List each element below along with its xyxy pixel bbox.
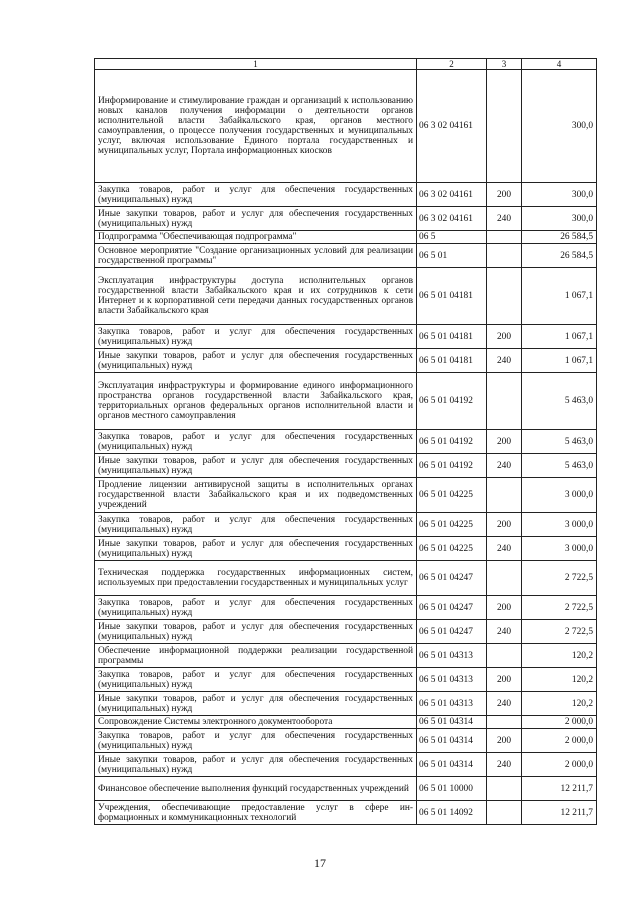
row-amount: 5 463,0 <box>522 454 597 478</box>
table-row <box>95 244 597 268</box>
row-expense-type: 200 <box>487 513 522 537</box>
row-expense-type: 240 <box>487 537 522 561</box>
row-name: Учреждения, обеспечивающие предоставление услуг в сфере информационных и коммуникационных технологий <box>95 801 417 825</box>
row-expense-type: 200 <box>487 668 522 692</box>
header-col-1: 1 <box>95 59 417 70</box>
table-row <box>95 207 597 231</box>
table-row <box>95 373 597 430</box>
table-row <box>95 349 597 373</box>
row-code: 06 3 02 04161 <box>417 70 487 183</box>
row-name: Закупка товаров, работ и услуг для обеспечения государственных (муниципальных) нужд <box>95 430 417 454</box>
row-amount: 300,0 <box>522 70 597 183</box>
row-expense-type: 200 <box>487 325 522 349</box>
table-row <box>95 537 597 561</box>
row-expense-type <box>487 478 522 513</box>
row-name: Иные закупки товаров, работ и услуг для обеспечения государственных (муниципальных) нужд <box>95 537 417 561</box>
row-name: Продление лицензии антивирусной защиты в исполнительных органах государственной власти Забайкальского края и их подведомственных учреждений <box>95 478 417 513</box>
table-row <box>95 620 597 644</box>
row-name: Закупка товаров, работ и услуг для обеспечения государственных (муниципальных) нужд <box>95 513 417 537</box>
row-code: 06 5 01 04247 <box>417 596 487 620</box>
row-expense-type <box>487 373 522 430</box>
row-code: 06 5 01 04225 <box>417 537 487 561</box>
row-code: 06 5 01 04313 <box>417 692 487 716</box>
row-code: 06 5 01 04247 <box>417 561 487 596</box>
row-code: 06 5 01 04313 <box>417 668 487 692</box>
page-number: 17 <box>314 856 326 870</box>
row-name: Иные закупки товаров, работ и услуг для обеспечения государственных (муниципальных) нужд <box>95 454 417 478</box>
table-row <box>95 644 597 668</box>
row-code: 06 5 01 04225 <box>417 478 487 513</box>
row-expense-type: 240 <box>487 207 522 231</box>
row-code: 06 5 01 04181 <box>417 325 487 349</box>
row-name: Закупка товаров, работ и услуг для обеспечения государственных (муниципальных) нужд <box>95 668 417 692</box>
row-code: 06 3 02 04161 <box>417 207 487 231</box>
row-amount: 12 211,7 <box>522 777 597 801</box>
row-name: Техническая поддержка государственных информационных систем, используемых при предоставлении государственных и муниципальных услуг <box>95 561 417 596</box>
table-row <box>95 596 597 620</box>
row-amount: 3 000,0 <box>522 513 597 537</box>
row-code: 06 5 01 04313 <box>417 644 487 668</box>
row-amount: 120,2 <box>522 668 597 692</box>
table-row <box>95 777 597 801</box>
table-row <box>95 753 597 777</box>
table-row <box>95 561 597 596</box>
table-row <box>95 716 597 729</box>
table-row <box>95 231 597 244</box>
row-amount: 12 211,7 <box>522 801 597 825</box>
row-amount: 2 722,5 <box>522 620 597 644</box>
row-code: 06 3 02 04161 <box>417 183 487 207</box>
table-row <box>95 668 597 692</box>
row-expense-type <box>487 70 522 183</box>
table-row <box>95 268 597 325</box>
row-expense-type: 240 <box>487 349 522 373</box>
row-name: Иные закупки товаров, работ и услуг для обеспечения государственных (муниципальных) нужд <box>95 620 417 644</box>
row-expense-type: 200 <box>487 183 522 207</box>
table-row <box>95 70 597 183</box>
row-code: 06 5 01 10000 <box>417 777 487 801</box>
row-name: Иные закупки товаров, работ и услуг для обеспечения государственных (муниципальных) нужд <box>95 207 417 231</box>
row-expense-type <box>487 644 522 668</box>
row-amount: 3 000,0 <box>522 537 597 561</box>
table-row <box>95 430 597 454</box>
row-name: Закупка товаров, работ и услуг для обеспечения государственных (муниципальных) нужд <box>95 729 417 753</box>
table-row <box>95 729 597 753</box>
row-amount: 2 722,5 <box>522 561 597 596</box>
table-row <box>95 325 597 349</box>
row-amount: 5 463,0 <box>522 430 597 454</box>
table-row <box>95 801 597 825</box>
header-col-4: 4 <box>522 59 597 70</box>
row-expense-type <box>487 231 522 244</box>
row-amount: 2 000,0 <box>522 716 597 729</box>
row-expense-type <box>487 244 522 268</box>
row-code: 06 5 <box>417 231 487 244</box>
row-expense-type: 200 <box>487 596 522 620</box>
row-name: Закупка товаров, работ и услуг для обеспечения государственных (муниципальных) нужд <box>95 596 417 620</box>
row-amount: 2 722,5 <box>522 596 597 620</box>
row-name: Эксплуатация инфраструктуры и формирование единого информационного пространства органов государственной власти Забайкальского края, территориальных органов федеральных органов исполнительной власти и органов местного самоуправления <box>95 373 417 430</box>
row-name: Закупка товаров, работ и услуг для обеспечения государственных (муниципальных) нужд <box>95 183 417 207</box>
row-code: 06 5 01 04314 <box>417 729 487 753</box>
row-code: 06 5 01 04192 <box>417 373 487 430</box>
row-amount: 26 584,5 <box>522 231 597 244</box>
row-amount: 120,2 <box>522 644 597 668</box>
row-amount: 3 000,0 <box>522 478 597 513</box>
row-name: Эксплуатация инфраструктуры доступа исполнительных органов государственной власти Забайкальского края и их сотрудников к сети Интернет и к корпоративной сети передачи данных государственных органов власти Забайкальского края <box>95 268 417 325</box>
row-code: 06 5 01 04192 <box>417 430 487 454</box>
row-name: Сопровождение Системы электронного документооборота <box>95 716 417 729</box>
row-code: 06 5 01 <box>417 244 487 268</box>
row-code: 06 5 01 04247 <box>417 620 487 644</box>
row-expense-type <box>487 777 522 801</box>
row-expense-type: 240 <box>487 692 522 716</box>
row-name: Информирование и стимулирование граждан и организаций к использованию новых каналов получения информации о деятельности органов исполнительной власти Забайкальского края, органов местного самоуправления, о процессе получения государственных и муниципальных услуг, включая использование Единого портала государственных и муниципальных услуг, Портала информационных киосков <box>95 70 417 183</box>
table-row <box>95 183 597 207</box>
row-name: Подпрограмма "Обеспечивающая подпрограмма" <box>95 231 417 244</box>
row-code: 06 5 01 14092 <box>417 801 487 825</box>
row-name: Основное мероприятие "Создание организационных условий для реализации государственной программы" <box>95 244 417 268</box>
row-amount: 300,0 <box>522 183 597 207</box>
row-amount: 120,2 <box>522 692 597 716</box>
table-row <box>95 454 597 478</box>
row-expense-type: 200 <box>487 729 522 753</box>
row-code: 06 5 01 04314 <box>417 753 487 777</box>
row-name: Финансовое обеспечение выполнения функций государственных учреждений <box>95 777 417 801</box>
row-amount: 1 067,1 <box>522 268 597 325</box>
row-code: 06 5 01 04192 <box>417 454 487 478</box>
table-row <box>95 478 597 513</box>
row-name: Иные закупки товаров, работ и услуг для обеспечения государственных (муниципальных) нужд <box>95 349 417 373</box>
row-name: Обеспечение информационной поддержки реализации государственной программы <box>95 644 417 668</box>
row-expense-type <box>487 268 522 325</box>
row-amount: 1 067,1 <box>522 349 597 373</box>
header-col-2: 2 <box>417 59 487 70</box>
row-amount: 2 000,0 <box>522 729 597 753</box>
row-expense-type <box>487 561 522 596</box>
row-amount: 300,0 <box>522 207 597 231</box>
row-expense-type <box>487 801 522 825</box>
row-code: 06 5 01 04225 <box>417 513 487 537</box>
table-row <box>95 513 597 537</box>
row-name: Иные закупки товаров, работ и услуг для обеспечения государственных (муниципальных) нужд <box>95 753 417 777</box>
row-name: Иные закупки товаров, работ и услуг для обеспечения государственных (муниципальных) нужд <box>95 692 417 716</box>
row-expense-type <box>487 716 522 729</box>
header-col-3: 3 <box>487 59 522 70</box>
row-name: Закупка товаров, работ и услуг для обеспечения государственных (муниципальных) нужд <box>95 325 417 349</box>
row-amount: 2 000,0 <box>522 753 597 777</box>
row-code: 06 5 01 04181 <box>417 349 487 373</box>
budget-table <box>94 58 597 825</box>
table-header-row <box>95 59 597 70</box>
row-amount: 1 067,1 <box>522 325 597 349</box>
row-amount: 5 463,0 <box>522 373 597 430</box>
row-code: 06 5 01 04314 <box>417 716 487 729</box>
row-expense-type: 240 <box>487 753 522 777</box>
row-code: 06 5 01 04181 <box>417 268 487 325</box>
row-amount: 26 584,5 <box>522 244 597 268</box>
row-expense-type: 240 <box>487 454 522 478</box>
row-expense-type: 240 <box>487 620 522 644</box>
row-expense-type: 200 <box>487 430 522 454</box>
table-row <box>95 692 597 716</box>
